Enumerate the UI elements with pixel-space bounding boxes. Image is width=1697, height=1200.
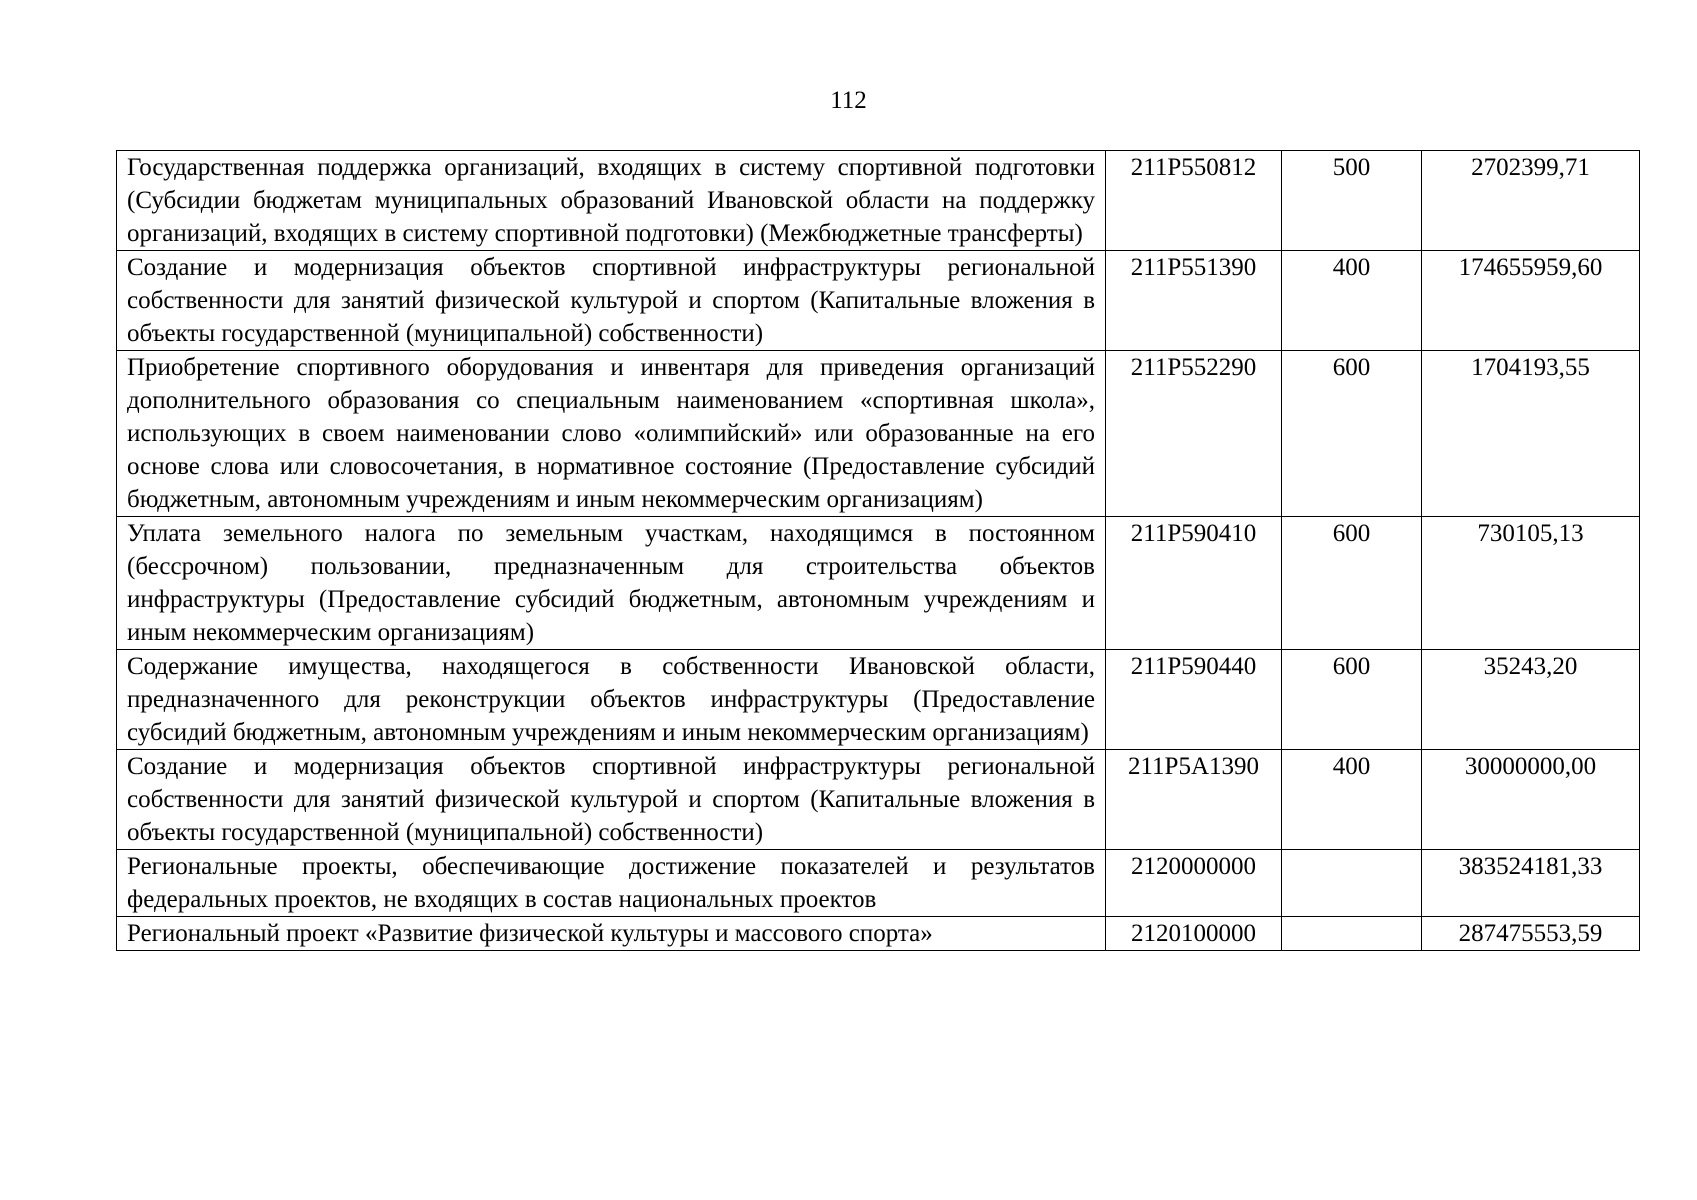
row-name-cell: Региональный проект «Развитие физической культуры и массового спорта» <box>117 917 1106 951</box>
row-code-cell: 211P590440 <box>1106 650 1282 750</box>
row-code-cell: 2120000000 <box>1106 850 1282 917</box>
table-row <box>117 517 1640 650</box>
row-code-cell: 211P551390 <box>1106 251 1282 351</box>
row-code-cell: 211P550812 <box>1106 151 1282 251</box>
budget-table <box>116 150 1640 951</box>
table-row <box>117 750 1640 850</box>
row-name-cell: Государственная поддержка организаций, входящих в систему спортивной подготовки (Субсидии бюджетам муниципальных образований Ивановской области на поддержку организаций, входящих в систему спортивной подготовки) (Межбюджетные трансферты) <box>117 151 1106 251</box>
row-code-cell: 211P590410 <box>1106 517 1282 650</box>
row-expense-type-cell: 400 <box>1282 251 1422 351</box>
row-name-cell: Приобретение спортивного оборудования и инвентаря для приведения организаций дополнительного образования со специальным наименованием «спортивная школа», использующих в своем наименовании слово «олимпийский» или образованные на его основе слова или словосочетания, в нормативное состояние (Предоставление субсидий бюджетным, автономным учреждениям и иным некоммерческим организациям) <box>117 351 1106 517</box>
table-row <box>117 251 1640 351</box>
table-row <box>117 151 1640 251</box>
row-amount-cell: 35243,20 <box>1422 650 1640 750</box>
row-name-cell: Содержание имущества, находящегося в собственности Ивановской области, предназначенного для реконструкции объектов инфраструктуры (Предоставление субсидий бюджетным, автономным учреждениям и иным некоммерческим организациям) <box>117 650 1106 750</box>
table-row <box>117 850 1640 917</box>
row-amount-cell: 2702399,71 <box>1422 151 1640 251</box>
row-expense-type-cell <box>1282 850 1422 917</box>
table-row <box>117 917 1640 951</box>
row-code-cell: 211P5A1390 <box>1106 750 1282 850</box>
row-expense-type-cell: 600 <box>1282 650 1422 750</box>
page-number: 112 <box>830 87 867 114</box>
row-amount-cell: 383524181,33 <box>1422 850 1640 917</box>
row-amount-cell: 1704193,55 <box>1422 351 1640 517</box>
row-amount-cell: 174655959,60 <box>1422 251 1640 351</box>
row-name-cell: Создание и модернизация объектов спортивной инфраструктуры региональной собственности для занятий физической культурой и спортом (Капитальные вложения в объекты государственной (муниципальной) собственности) <box>117 251 1106 351</box>
row-code-cell: 211P552290 <box>1106 351 1282 517</box>
row-name-cell: Создание и модернизация объектов спортивной инфраструктуры региональной собственности для занятий физической культурой и спортом (Капитальные вложения в объекты государственной (муниципальной) собственности) <box>117 750 1106 850</box>
row-amount-cell: 30000000,00 <box>1422 750 1640 850</box>
table-row <box>117 650 1640 750</box>
row-amount-cell: 730105,13 <box>1422 517 1640 650</box>
table-row <box>117 351 1640 517</box>
row-expense-type-cell: 600 <box>1282 351 1422 517</box>
row-name-cell: Уплата земельного налога по земельным участкам, находящимся в постоянном (бессрочном) пользовании, предназначенным для строительства объектов инфраструктуры (Предоставление субсидий бюджетным, автономным учреждениям и иным некоммерческим организациям) <box>117 517 1106 650</box>
row-expense-type-cell <box>1282 917 1422 951</box>
row-code-cell: 2120100000 <box>1106 917 1282 951</box>
row-expense-type-cell: 500 <box>1282 151 1422 251</box>
row-amount-cell: 287475553,59 <box>1422 917 1640 951</box>
row-expense-type-cell: 400 <box>1282 750 1422 850</box>
row-expense-type-cell: 600 <box>1282 517 1422 650</box>
row-name-cell: Региональные проекты, обеспечивающие достижение показателей и результатов федеральных проектов, не входящих в состав национальных проектов <box>117 850 1106 917</box>
